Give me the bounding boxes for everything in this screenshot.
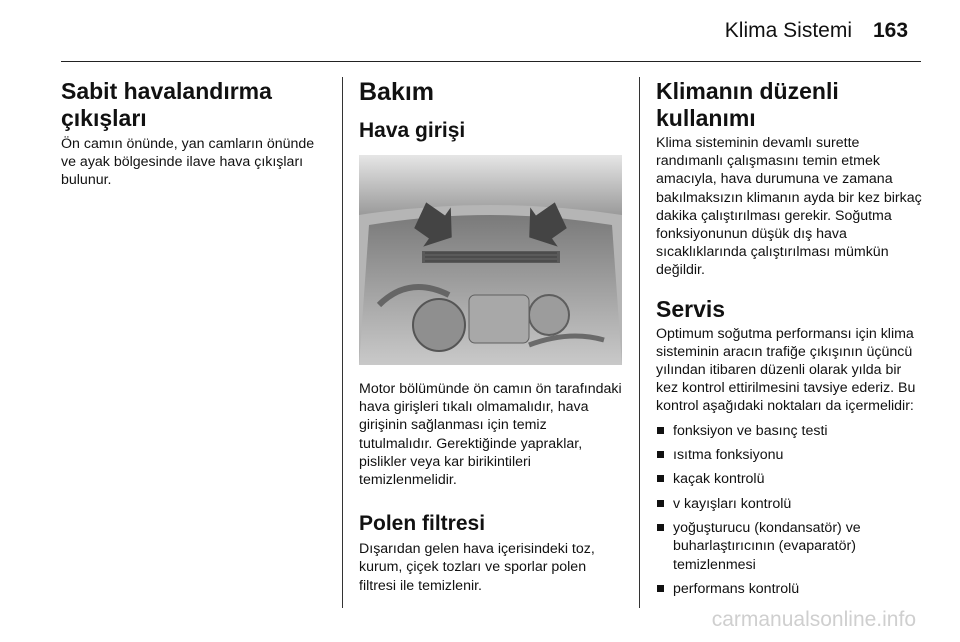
- bullet-square-icon: [657, 524, 664, 531]
- list-item: yoğuşturucu (kondansatör) ve buharlaştırıcının (evaparatör) temizlenmesi: [656, 519, 922, 574]
- column-3: [656, 78, 922, 604]
- column-divider-2: [639, 77, 640, 608]
- running-header-title: Klima Sistemi: [724, 19, 852, 42]
- column-1: [61, 78, 323, 190]
- list-item: fonksiyon ve basınç testi: [656, 422, 922, 440]
- heading-pollen-filter: Polen filtresi: [359, 512, 486, 536]
- heading-air-intake: Hava girişi: [359, 119, 466, 142]
- paragraph-pollen-filter: Dışarıdan gelen hava içerisindeki toz, kurum, çiçek tozları ve sporlar polen filtresi ile temizlenir.: [359, 541, 595, 594]
- paragraph-service: Optimum soğutma performansı için klima sisteminin aracın trafiğe çıkışının üçüncü yılından itibaren düzenli olarak yılda bir kez kontrol ettirilmesini tavsiye ederiz. Bu kontrol aşağıdaki noktaları da içermelidir:: [656, 325, 916, 415]
- heading-regular-use: Klimanın düzenli kullanımı: [656, 78, 839, 131]
- heading-service: Servis: [656, 295, 726, 322]
- bullet-square-icon: [657, 500, 664, 507]
- column-divider-1: [342, 77, 343, 608]
- column-2: [359, 78, 623, 595]
- site-watermark: carmanualsonline.info: [711, 608, 916, 631]
- bullet-square-icon: [657, 451, 664, 458]
- list-item: v kayışları kontrolü: [656, 495, 922, 513]
- page-number: 163: [873, 19, 909, 42]
- list-item: ısıtma fonksiyonu: [656, 446, 922, 464]
- engine-bay-photo-icon: [359, 155, 622, 365]
- heading-vent-outlets: Sabit havalandırma çıkışları: [61, 78, 272, 131]
- paragraph-regular-use: Klima sisteminin devamlı surette randımanlı çalışmasını temin etmek amacıyla, hava durumuna ve zamana bakılmaksızın klimanın ayda bir kez birkaç dakika çalıştırılması gerekir. Soğutma fonksiyonunun düşük dış hava sıcaklıklarında çalıştırılması mümkün değildir.: [656, 135, 922, 279]
- paragraph-vent-outlets: Ön camın önünde, yan camların önünde ve ayak bölgesinde ilave hava çıkışları bulunur.: [61, 136, 315, 189]
- header-rule: [61, 61, 921, 62]
- service-checklist: [656, 422, 922, 599]
- bullet-square-icon: [657, 585, 664, 592]
- bullet-square-icon: [657, 427, 664, 434]
- list-item: performans kontrolü: [656, 580, 922, 598]
- bullet-square-icon: [657, 475, 664, 482]
- paragraph-air-intake: Motor bölümünde ön camın ön tarafındaki hava girişleri tıkalı olmamalıdır, hava girişinin sağlanması için temiz tutulmalıdır. Gerektiğinde yapraklar, pislikler veya kar birikintileri temizlenmelidir.: [359, 381, 622, 489]
- heading-maintenance: Bakım: [359, 78, 435, 106]
- list-item: kaçak kontrolü: [656, 470, 922, 488]
